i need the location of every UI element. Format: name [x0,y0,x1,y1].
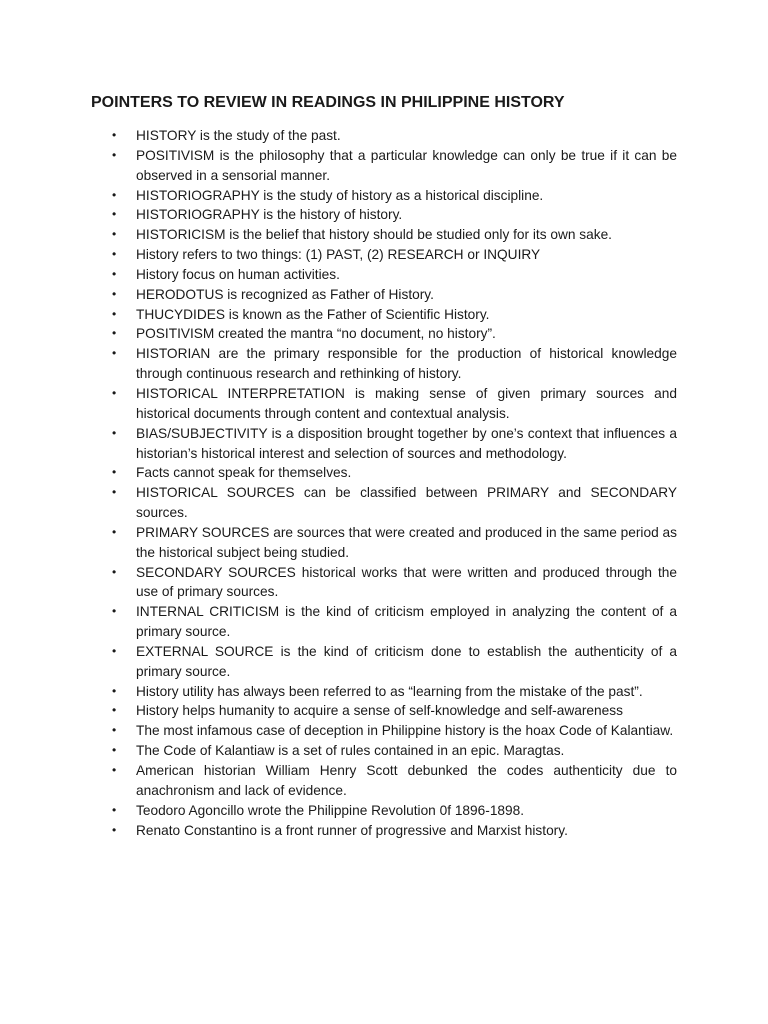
list-item-text: THUCYDIDES is known as the Father of Scientific History. [136,306,490,322]
list-item [112,245,677,265]
list-item [112,305,677,325]
bullet-icon: • [112,207,117,222]
bullet-icon: • [112,147,117,162]
list-item-text: POSITIVISM is the philosophy that a particular knowledge can only be true if it can be observed in a sensorial manner. [136,147,677,183]
bullet-icon: • [112,187,117,202]
bullet-icon: • [112,802,117,817]
list-item [112,761,677,801]
list-item-text: HERODOTUS is recognized as Father of History. [136,286,434,302]
list-item [112,701,677,721]
bullet-icon: • [112,346,117,361]
document-title: POINTERS TO REVIEW IN READINGS IN PHILIPPINE HISTORY [91,94,565,111]
list-item [112,721,677,741]
list-item-text: EXTERNAL SOURCE is the kind of criticism done to establish the authenticity of a primary source. [136,643,677,679]
pointer-list [112,126,677,840]
list-item-text: The Code of Kalantiaw is a set of rules contained in an epic. Maragtas. [136,743,565,759]
list-item [112,285,677,305]
list-item [112,344,677,384]
list-item-text: HISTORICAL INTERPRETATION is making sense of given primary sources and historical documents through content and contextual analysis. [136,385,677,421]
list-item-text: HISTORICISM is the belief that history should be studied only for its own sake. [136,227,612,243]
list-item-text: PRIMARY SOURCES are sources that were created and produced in the same period as the historical subject being studied. [136,524,677,560]
list-item [112,563,677,603]
list-item [112,265,677,285]
bullet-icon: • [112,306,117,321]
bullet-icon: • [112,763,117,777]
list-item [112,801,677,821]
list-item-text: HISTORIOGRAPHY is the study of history as a historical discipline. [136,187,544,203]
list-item [112,384,677,424]
list-item-text: HISTORY is the study of the past. [136,128,341,143]
bullet-icon: • [112,247,117,262]
list-item-text: The most infamous case of deception in Philippine history is the hoax Code of Kalantiaw. [136,723,674,739]
bullet-icon: • [112,326,117,341]
list-item-text: Facts cannot speak for themselves. [136,465,352,481]
bullet-icon: • [112,286,117,301]
list-item-text: History utility has always been referred to as “learning from the mistake of the past”. [136,683,643,699]
list-item-text: History helps humanity to acquire a sense of self-knowledge and self-awareness [136,703,623,719]
bullet-icon: • [112,743,117,758]
list-item [112,205,677,225]
list-item [112,483,677,523]
list-item [112,821,677,841]
list-item-text: HISTORIAN are the primary responsible for the production of historical knowledge through continuous research and rethinking of history. [136,346,677,382]
list-item-text: Teodoro Agoncillo wrote the Philippine Revolution 0f 1896-1898. [136,802,525,818]
list-item-text: Renato Constantino is a front runner of progressive and Marxist history. [136,822,568,838]
list-item [112,146,677,186]
bullet-icon: • [112,703,117,718]
list-item [112,602,677,642]
list-item-text: SECONDARY SOURCES historical works that were written and produced through the use of primary sources. [136,564,677,600]
bullet-icon: • [112,128,117,142]
list-item-text: HISTORIOGRAPHY is the history of history. [136,207,403,223]
list-item-text: History focus on human activities. [136,266,340,282]
bullet-icon: • [112,465,117,480]
bullet-icon: • [112,485,117,500]
bullet-icon: • [112,227,117,242]
bullet-icon: • [112,723,117,738]
list-item [112,642,677,682]
list-item [112,741,677,761]
list-item [112,682,677,702]
list-item [112,126,677,146]
list-item-text: POSITIVISM created the mantra “no document, no history”. [136,326,496,342]
bullet-icon: • [112,564,117,579]
list-item-text: American historian William Henry Scott debunked the codes authenticity due to anachronism and lack of evidence. [136,763,677,798]
bullet-icon: • [112,683,117,698]
list-item [112,324,677,344]
bullet-icon: • [112,822,117,837]
list-item [112,186,677,206]
list-item [112,463,677,483]
list-item-text: BIAS/SUBJECTIVITY is a disposition brought together by one’s context that influences a historian’s historical interest and selection of sources and methodology. [136,425,677,461]
bullet-icon: • [112,643,117,658]
list-item [112,225,677,245]
list-item [112,523,677,563]
list-item-text: History refers to two things: (1) PAST, (2) RESEARCH or INQUIRY [136,247,541,263]
bullet-icon: • [112,604,117,619]
bullet-icon: • [112,524,117,539]
bullet-icon: • [112,425,117,440]
list-item-text: INTERNAL CRITICISM is the kind of criticism employed in analyzing the content of a primary source. [136,604,677,640]
bullet-icon: • [112,266,117,281]
list-item-text: HISTORICAL SOURCES can be classified between PRIMARY and SECONDARY sources. [136,485,677,521]
bullet-icon: • [112,385,117,400]
list-item [112,424,677,464]
